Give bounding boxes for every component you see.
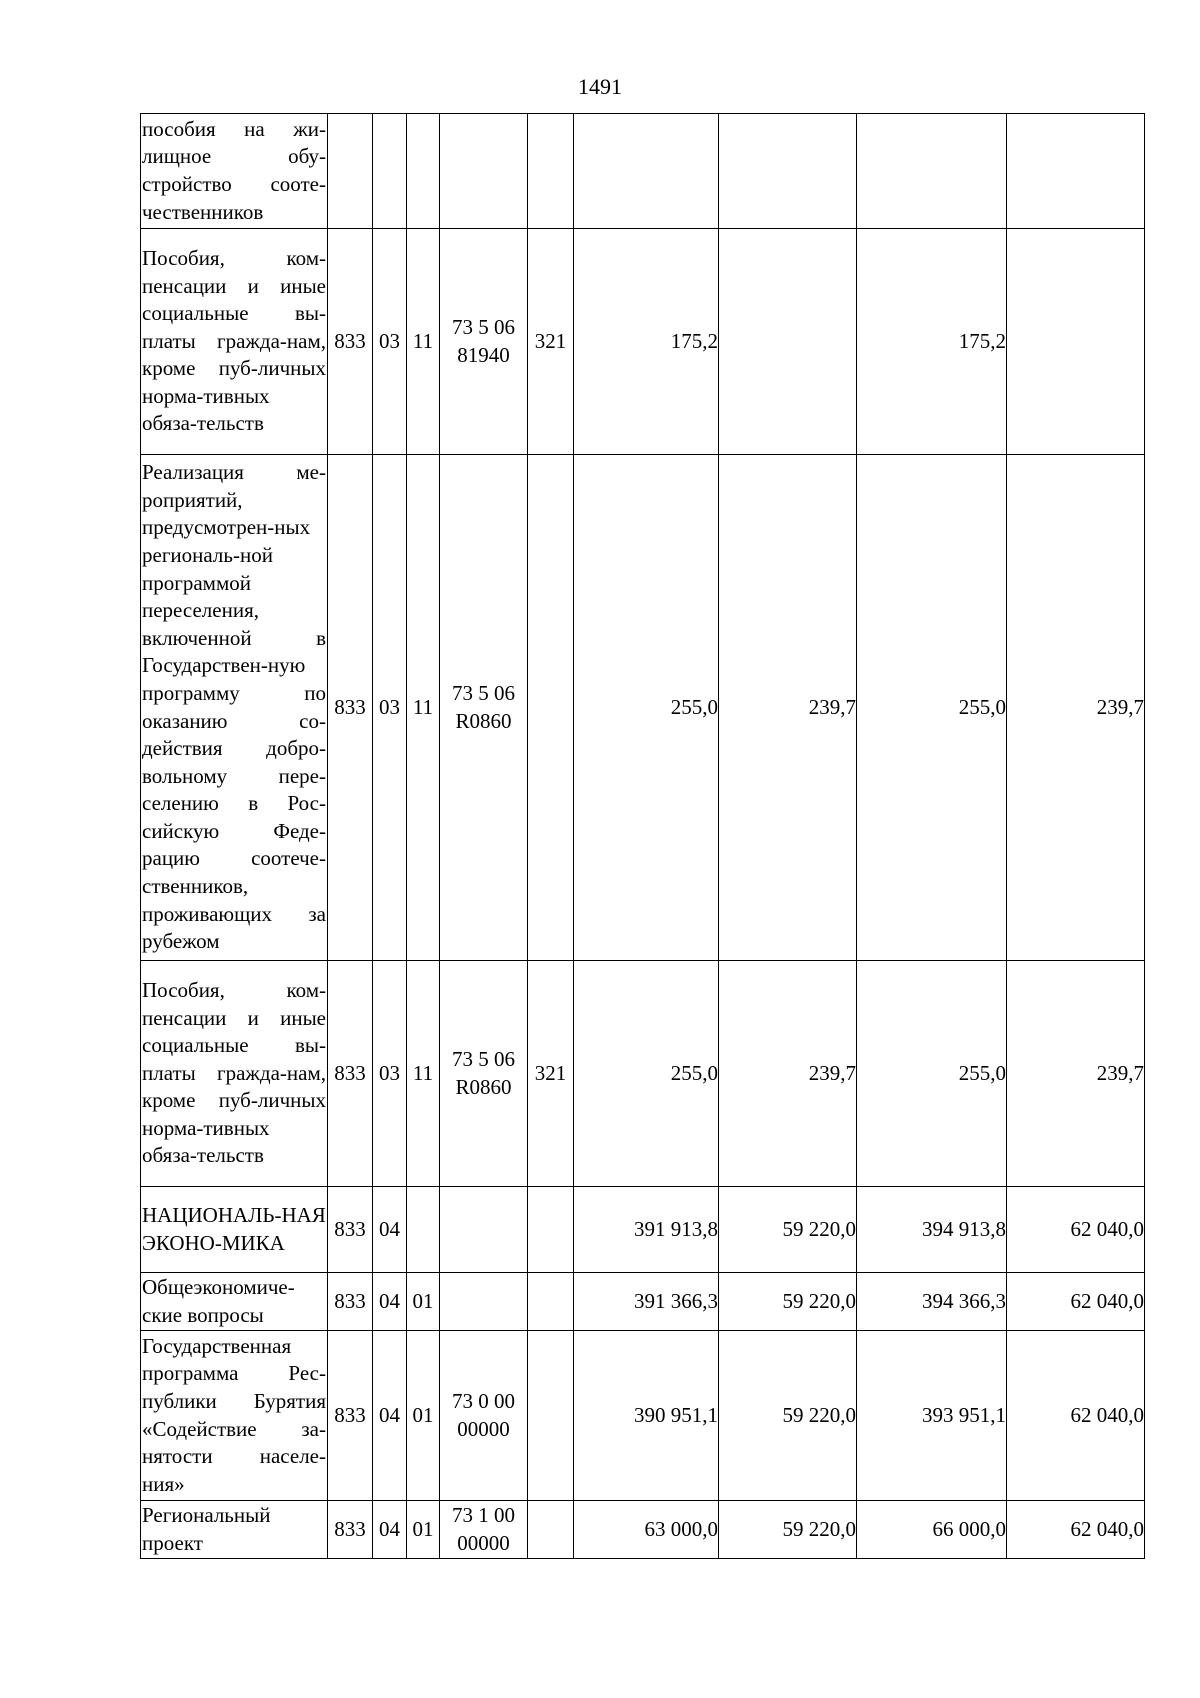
target-article-code [440,1273,528,1331]
amount-3: 393 951,1 [857,1331,1007,1501]
item-name: пособия на жи-лищное обу-стройство сооте-чественников [141,114,328,229]
amount-2: 59 220,0 [719,1273,857,1331]
target-article-code: 73 5 06 R0860 [440,961,528,1187]
amount-2: 59 220,0 [719,1187,857,1273]
grbs-code: 833 [328,961,373,1187]
table-row [141,961,1145,1187]
section-code: 03 [373,455,407,961]
section-code: 03 [373,229,407,455]
amount-3: 175,2 [857,229,1007,455]
item-name: Общеэкономиче-ские вопросы [141,1273,328,1331]
subsection-code: 01 [407,1273,440,1331]
amount-1: 175,2 [574,229,719,455]
expense-type-code [528,455,574,961]
table-row [141,1187,1145,1273]
amount-4 [1007,229,1145,455]
subsection-code: 11 [407,961,440,1187]
table-row [141,114,1145,229]
section-code: 04 [373,1331,407,1501]
expense-type-code [528,1273,574,1331]
grbs-code [328,114,373,229]
grbs-code: 833 [328,1501,373,1559]
section-code: 04 [373,1501,407,1559]
amount-4: 62 040,0 [1007,1331,1145,1501]
table-row [141,455,1145,961]
expense-type-code [528,114,574,229]
subsection-code [407,114,440,229]
expense-type-code: 321 [528,961,574,1187]
amount-3: 394 913,8 [857,1187,1007,1273]
expense-type-code: 321 [528,229,574,455]
amount-4: 62 040,0 [1007,1501,1145,1559]
subsection-code: 01 [407,1501,440,1559]
amount-1: 391 913,8 [574,1187,719,1273]
table-row [141,1331,1145,1501]
amount-1: 63 000,0 [574,1501,719,1559]
grbs-code: 833 [328,1331,373,1501]
amount-2 [719,114,857,229]
item-name: Пособия, ком-пенсации и иные социальные вы-платы гражда-нам, кроме пуб-личных норма-тивных обяза-тельств [141,229,328,455]
grbs-code: 833 [328,1187,373,1273]
amount-4: 239,7 [1007,961,1145,1187]
subsection-code: 11 [407,229,440,455]
amount-1: 391 366,3 [574,1273,719,1331]
section-code: 04 [373,1187,407,1273]
target-article-code: 73 1 00 00000 [440,1501,528,1559]
expense-type-code [528,1331,574,1501]
amount-2: 59 220,0 [719,1501,857,1559]
amount-2 [719,229,857,455]
section-code: 03 [373,961,407,1187]
amount-3: 394 366,3 [857,1273,1007,1331]
subsection-code [407,1187,440,1273]
page-number: 1491 [578,74,622,99]
subsection-code: 01 [407,1331,440,1501]
target-article-code: 73 5 06 81940 [440,229,528,455]
table-row [141,1273,1145,1331]
table-row [141,229,1145,455]
item-name: Пособия, ком-пенсации и иные социальные вы-платы гражда-нам, кроме пуб-личных норма-тивных обяза-тельств [141,961,328,1187]
item-name: Региональный проект [141,1501,328,1559]
amount-4: 239,7 [1007,455,1145,961]
amount-2: 239,7 [719,455,857,961]
section-code: 04 [373,1273,407,1331]
expense-type-code [528,1501,574,1559]
grbs-code: 833 [328,1273,373,1331]
amount-4: 62 040,0 [1007,1187,1145,1273]
amount-2: 239,7 [719,961,857,1187]
amount-3 [857,114,1007,229]
amount-1: 255,0 [574,961,719,1187]
amount-4 [1007,114,1145,229]
subsection-code: 11 [407,455,440,961]
amount-3: 255,0 [857,455,1007,961]
expense-type-code [528,1187,574,1273]
amount-4: 62 040,0 [1007,1273,1145,1331]
target-article-code [440,1187,528,1273]
amount-3: 66 000,0 [857,1501,1007,1559]
amount-3: 255,0 [857,961,1007,1187]
target-article-code: 73 5 06 R0860 [440,455,528,961]
grbs-code: 833 [328,229,373,455]
amount-1 [574,114,719,229]
item-name: НАЦИОНАЛЬ-НАЯ ЭКОНО-МИКА [141,1187,328,1273]
amount-1: 390 951,1 [574,1331,719,1501]
target-article-code: 73 0 00 00000 [440,1331,528,1501]
item-name: Реализация ме-роприятий, предусмотрен-ных региональ-ной программой переселения, включенной в Государствен-ную программу по оказанию со-действия добро-вольному пере-селению в Рос-сийскую Феде-рацию соотече-ственников, проживающих за рубежом [141,455,328,961]
table-row [141,1501,1145,1559]
amount-2: 59 220,0 [719,1331,857,1501]
item-name: Государственная программа Рес-публики Бурятия «Содействие за-нятости населе-ния» [141,1331,328,1501]
section-code [373,114,407,229]
grbs-code: 833 [328,455,373,961]
budget-table [140,113,1145,1559]
target-article-code [440,114,528,229]
amount-1: 255,0 [574,455,719,961]
